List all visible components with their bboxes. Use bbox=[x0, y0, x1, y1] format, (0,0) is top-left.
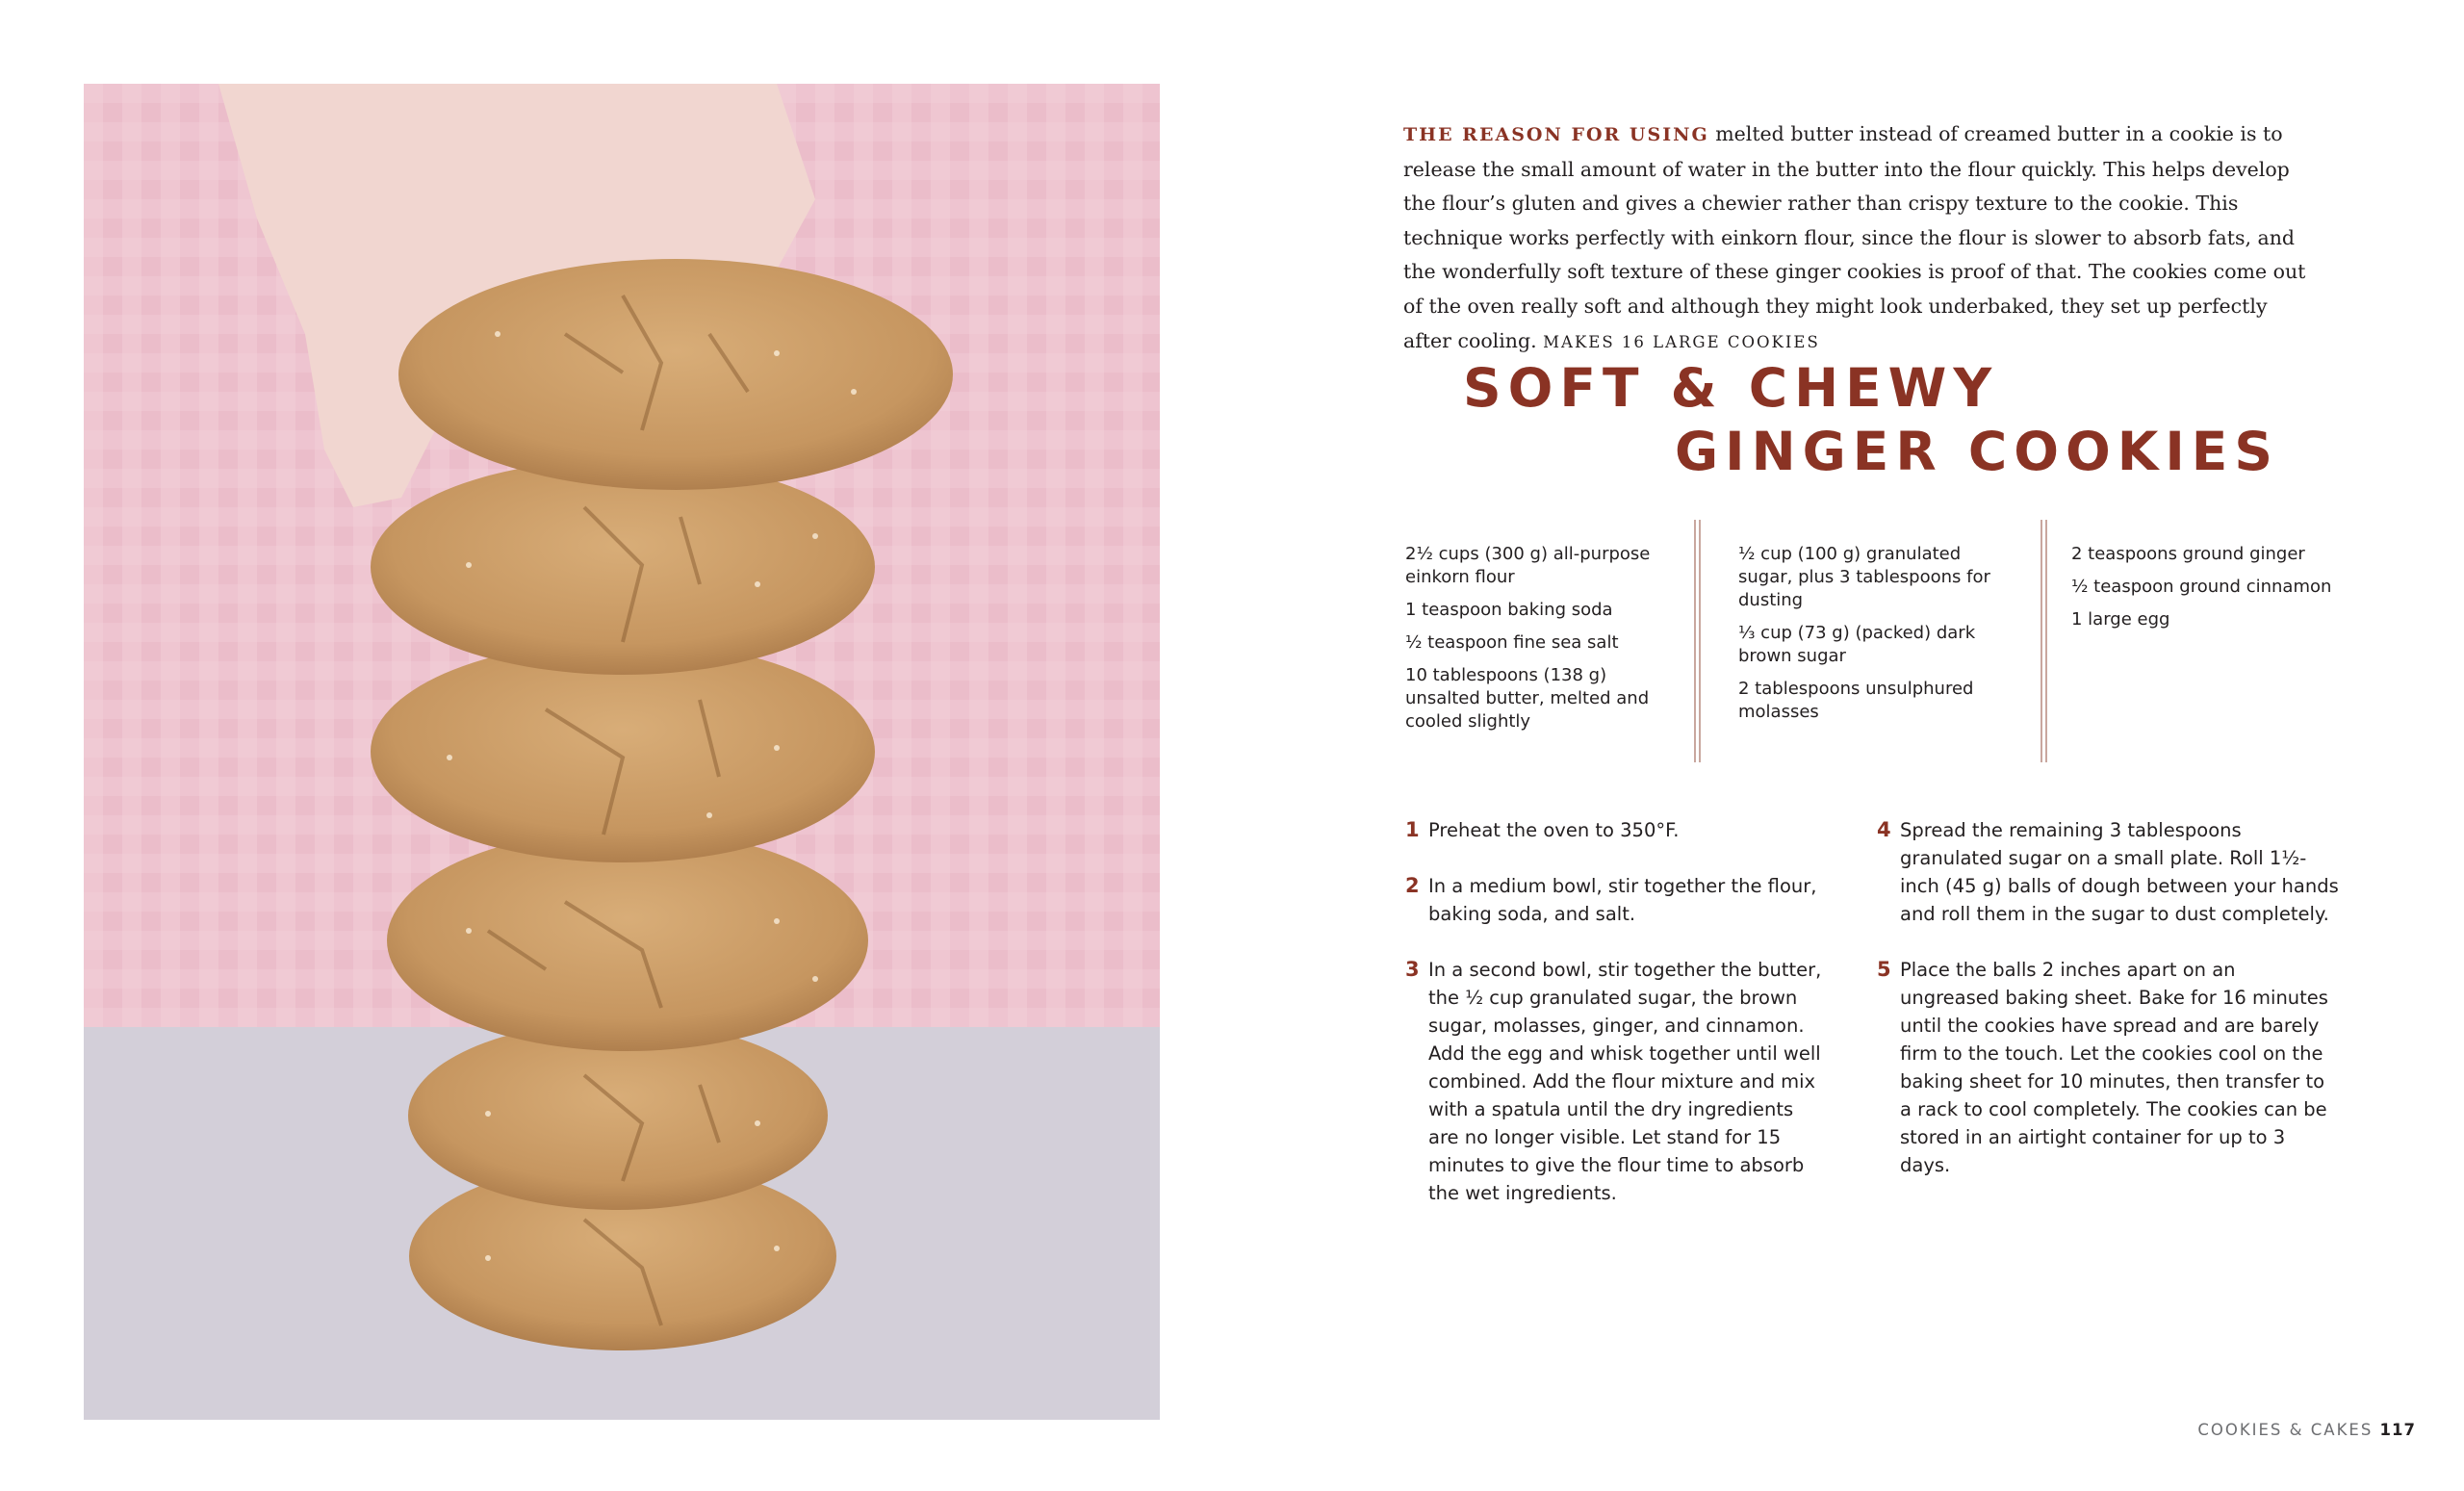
step-text: In a medium bowl, stir together the flour, baking soda, and salt. bbox=[1428, 875, 1817, 925]
recipe-yield: MAKES 16 LARGE COOKIES bbox=[1543, 332, 1820, 351]
cookie bbox=[398, 259, 953, 490]
column-divider bbox=[2040, 520, 2047, 762]
ingredients-column-2 bbox=[1738, 543, 2008, 733]
intro-body: melted butter instead of creamed butter in a cookie is to release the small amount of water in the butter into the flour quickly. This helps develop the flour’s gluten and gives a chewier rather than crispy texture to the cookie. This technique works perfectly with einkorn flour, since the flour is slower to absorb fats, and the wonderfully soft texture of these ginger cookies is proof of that. The cookies come out of the oven really soft and although they might look underbaked, they set up perfectly after cooling. bbox=[1403, 122, 2306, 352]
step-number: 5 bbox=[1877, 958, 1891, 981]
method-step bbox=[1405, 872, 1829, 928]
method-step bbox=[1877, 956, 2339, 1179]
ingredient-item: 1 large egg bbox=[2071, 609, 2170, 630]
method-column-1 bbox=[1405, 816, 1829, 1235]
section-name: COOKIES & CAKES bbox=[2197, 1421, 2374, 1439]
method-column-2 bbox=[1877, 816, 2339, 1207]
step-number: 2 bbox=[1405, 874, 1420, 897]
page-footer bbox=[2197, 1421, 2416, 1439]
ingredients-column-1 bbox=[1405, 543, 1657, 743]
method-step bbox=[1405, 956, 1829, 1207]
method-step bbox=[1877, 816, 2339, 928]
intro-paragraph bbox=[1403, 117, 2318, 359]
ingredient-item: ½ teaspoon fine sea salt bbox=[1405, 632, 1619, 653]
ingredient-item: 10 tablespoons (138 g) unsalted butter, melted and cooled slightly bbox=[1405, 665, 1650, 732]
method-step bbox=[1405, 816, 1829, 844]
step-number: 1 bbox=[1405, 818, 1420, 841]
step-number: 4 bbox=[1877, 818, 1891, 841]
step-text: Place the balls 2 inches apart on an ungreased baking sheet. Bake for 16 minutes until the cookies have spread and are barely firm to the touch. Let the cookies cool on the baking sheet for 10 minutes, then transfer to a rack to cool completely. The cookies can be stored in an airtight container for up to 3 days. bbox=[1900, 959, 2328, 1176]
step-number: 3 bbox=[1405, 958, 1420, 981]
ingredient-item: 2 teaspoons ground ginger bbox=[2071, 544, 2305, 564]
ingredient-item: ½ teaspoon ground cinnamon bbox=[2071, 577, 2332, 597]
intro-lead: THE REASON FOR USING bbox=[1403, 124, 1709, 145]
step-text: In a second bowl, stir together the butter, the ½ cup granulated sugar, the brown sugar, molasses, ginger, and cinnamon. Add the egg and whisk together until well combined. Add the flour mixture and mix with a spatula until the dry ingredients are no longer visible. Let stand for 15 minutes to give the flour time to absorb the wet ingredients. bbox=[1428, 959, 1822, 1204]
ingredient-item: 1 teaspoon baking soda bbox=[1405, 600, 1613, 620]
ingredient-item: ⅓ cup (73 g) (packed) dark brown sugar bbox=[1738, 623, 1976, 666]
recipe-title-line2: GINGER COOKIES bbox=[1675, 421, 2279, 482]
page-number: 117 bbox=[2379, 1421, 2416, 1439]
step-text: Spread the remaining 3 tablespoons granulated sugar on a small plate. Roll 1½-inch (45 g) balls of dough between your hands and roll them in the sugar to dust completely. bbox=[1900, 819, 2339, 925]
recipe-title-line1: SOFT & CHEWY bbox=[1463, 357, 1999, 419]
ingredients-list bbox=[0, 520, 2464, 760]
ingredient-item: ½ cup (100 g) granulated sugar, plus 3 tablespoons for dusting bbox=[1738, 544, 1990, 610]
ingredient-item: 2 tablespoons unsulphured molasses bbox=[1738, 679, 1974, 722]
step-text: Preheat the oven to 350°F. bbox=[1428, 819, 1680, 841]
column-divider bbox=[1694, 520, 1701, 762]
recipe-title bbox=[1463, 356, 2310, 483]
ingredients-column-3 bbox=[2071, 543, 2360, 641]
ingredient-item: 2½ cups (300 g) all-purpose einkorn flour bbox=[1405, 544, 1651, 587]
